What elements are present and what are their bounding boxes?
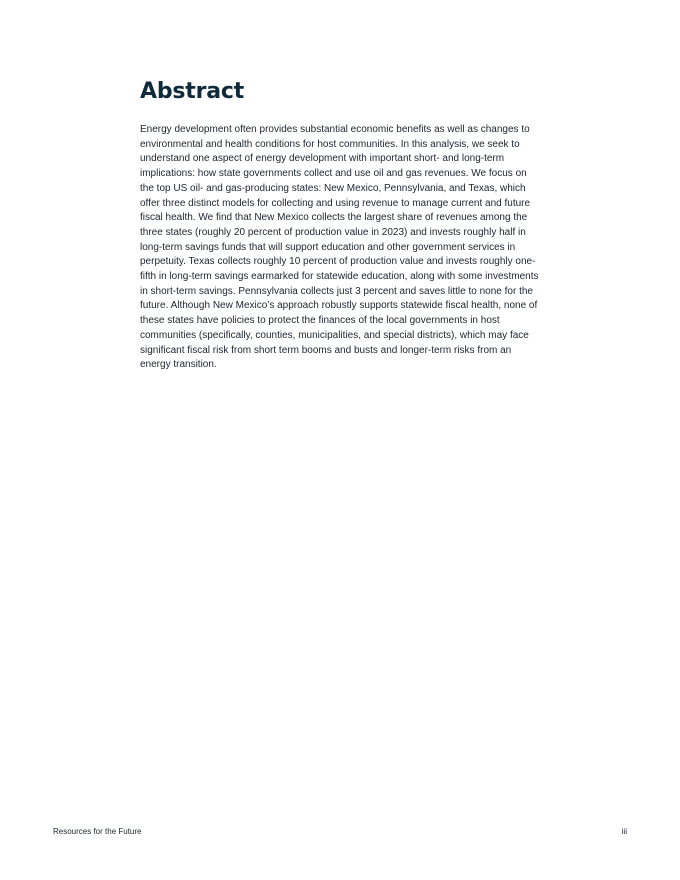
page-title: Abstract [140, 79, 245, 104]
abstract-paragraph: Energy development often provides substantial economic benefits as well as changes to environmental and health conditions for host communities. In this analysis, we seek to understand one aspect of energy development with important short- and long-term implications: how state governments collect and use oil and gas revenues. We focus on the top US oil- and gas-producing states: New Mexico, Pennsylvania, and Texas, which offer three distinct models for collecting and using revenue to manage current and future fiscal health. We find that New Mexico collects the largest share of revenues among the three states (roughly 20 percent of production value in 2023) and invests roughly half in long-term savings funds that will support education and other government services in perpetuity. Texas collects roughly 10 percent of production value and invests roughly one-fifth in long-term savings earmarked for statewide education, along with some investments in short-term savings. Pennsylvania collects just 3 percent and saves little to none for the future. Although New Mexico’s approach robustly supports statewide fiscal health, none of these states have policies to protect the finances of the local governments in host communities (specifically, counties, municipalities, and special districts), which may face significant fiscal risk from short term booms and busts and longer-term risks from an energy transition. [140, 124, 539, 371]
footer-page-number: iii [621, 827, 627, 836]
footer-publisher: Resources for the Future [53, 827, 142, 836]
abstract-section [140, 78, 540, 373]
page-footer [53, 826, 627, 838]
